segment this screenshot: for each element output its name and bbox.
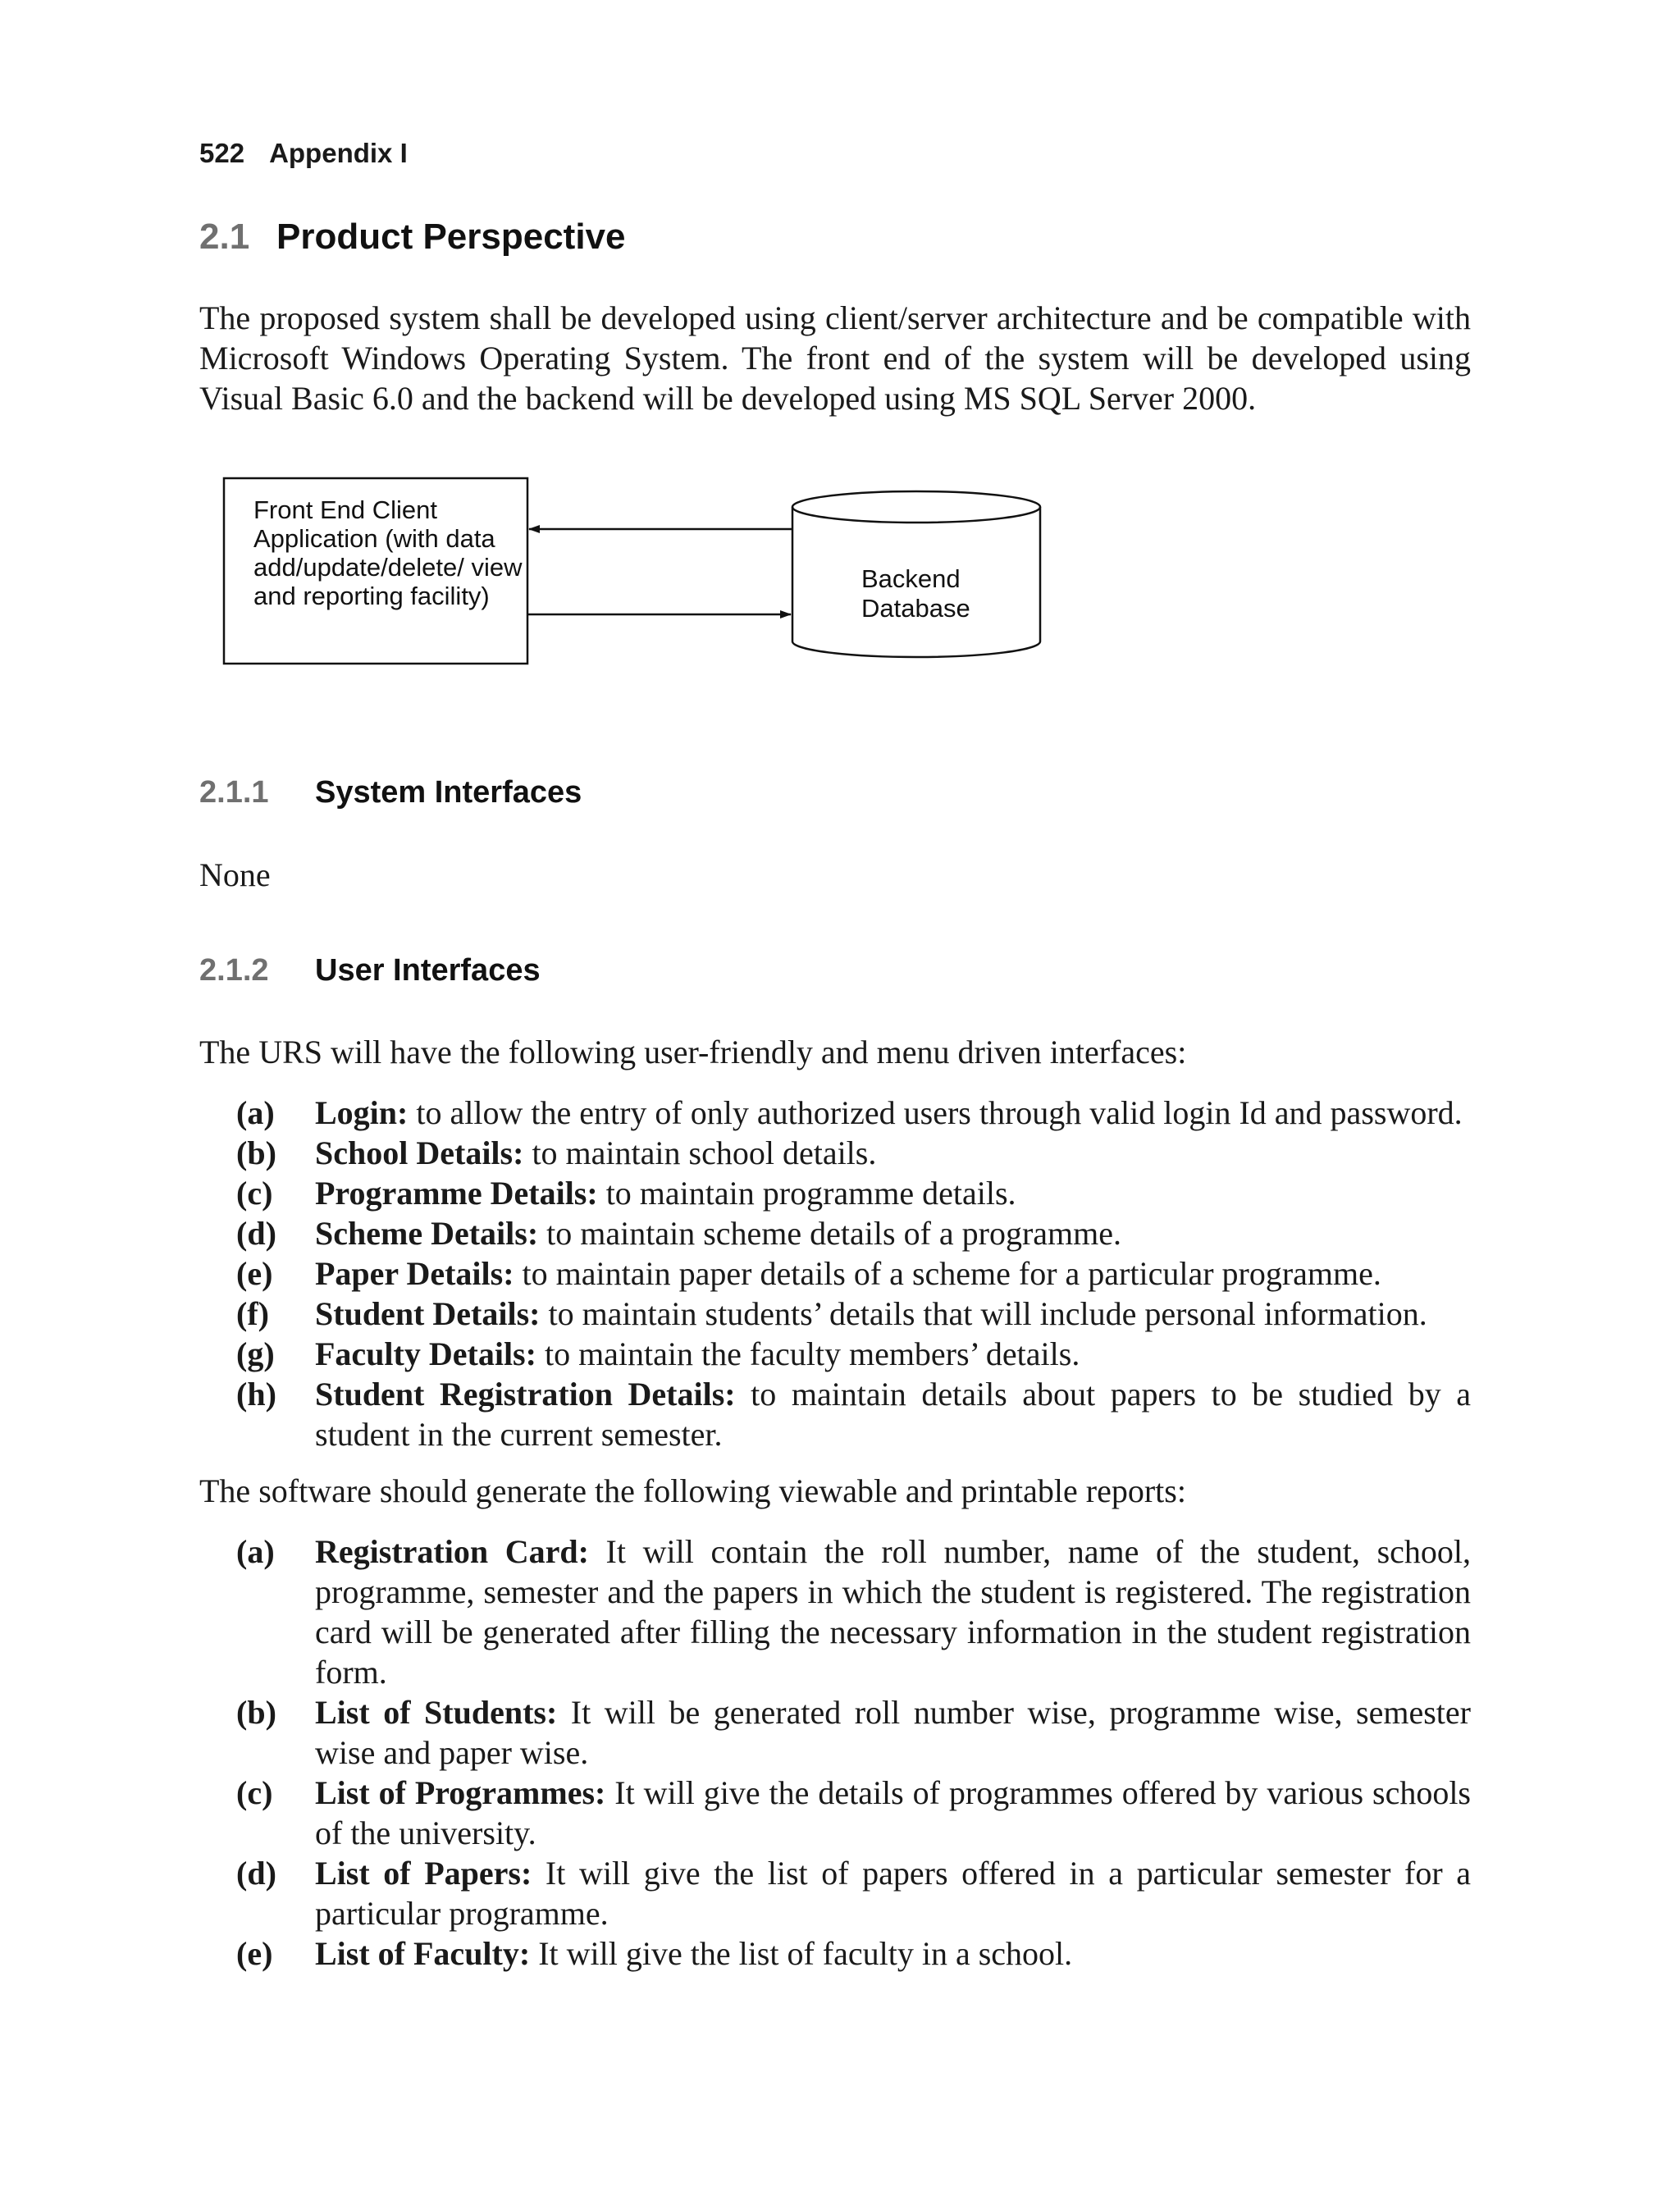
subsection-heading-user-interfaces — [199, 953, 541, 988]
list-item-text: It will give the list of faculty in a school. — [530, 1935, 1073, 1972]
user-interfaces-intro: The URS will have the following user-friendly and menu driven interfaces: — [199, 1034, 1187, 1070]
list-item — [199, 1531, 1471, 1692]
subsection-title: System Interfaces — [315, 775, 582, 810]
list-item — [199, 1294, 1471, 1334]
list-item-text: to maintain programme details. — [597, 1175, 1016, 1212]
list-item-term: List of Papers: — [315, 1855, 532, 1892]
section-number: 2.1 — [199, 217, 250, 257]
list-item-term: Faculty Details: — [315, 1335, 536, 1372]
list-item-marker: (b) — [236, 1694, 276, 1731]
list-item-term: Scheme Details: — [315, 1215, 539, 1252]
list-item-text: It will contain the roll number, name of the student, school, programme, semester and the papers in which the student is registered. The registration card will be generated after filling the necessary information in the student registration form. — [315, 1533, 1472, 1691]
list-item — [199, 1213, 1471, 1253]
list-item-term: List of Programmes: — [315, 1774, 606, 1811]
list-item — [199, 1933, 1471, 1974]
list-item-marker: (d) — [236, 1855, 276, 1892]
page-number: 522 — [199, 138, 245, 168]
list-item-text: It will be generated roll number wise, programme wise, semester wise and paper wise. — [315, 1694, 1471, 1771]
intro-paragraph: The proposed system shall be developed using client/server architecture and be compatible with Microsoft Windows Operating System. The front end of the system will be developed using Visual Basic 6.0 and the backend will be developed using MS SQL Server 2000. — [199, 299, 1471, 417]
subsection-heading-system-interfaces — [199, 775, 582, 810]
list-item-text: to maintain school details. — [523, 1134, 877, 1171]
list-item-text: It will give the details of programmes offered by various schools of the university. — [315, 1774, 1472, 1851]
list-item-marker: (e) — [236, 1255, 273, 1292]
reports-intro: The software should generate the following viewable and printable reports: — [199, 1472, 1186, 1509]
list-item-marker: (a) — [236, 1094, 275, 1131]
list-item-text: to maintain students’ details that will include personal information. — [540, 1295, 1427, 1332]
list-item-text: to maintain the faculty members’ details. — [536, 1335, 1080, 1372]
list-item-marker: (e) — [236, 1935, 273, 1972]
list-item-marker: (f) — [236, 1295, 269, 1332]
list-item-text: to allow the entry of only authorized users through valid login Id and password. — [408, 1094, 1463, 1131]
list-item — [199, 1853, 1471, 1933]
list-item — [199, 1173, 1471, 1213]
list-item-text: It will give the list of papers offered in a particular semester for a particular programme. — [315, 1855, 1471, 1932]
list-item — [199, 1374, 1471, 1454]
list-item — [199, 1133, 1471, 1173]
list-item-term: School Details: — [315, 1134, 524, 1171]
list-item-marker: (g) — [236, 1335, 275, 1372]
list-item — [199, 1093, 1471, 1133]
list-item-term: Registration Card: — [315, 1533, 589, 1570]
section-heading — [199, 217, 626, 258]
list-item-marker: (c) — [236, 1774, 273, 1811]
list-item-term: List of Students: — [315, 1694, 558, 1731]
running-head-title: Appendix I — [269, 138, 408, 168]
section-title: Product Perspective — [276, 217, 626, 257]
list-item-term: Programme Details: — [315, 1175, 598, 1212]
database-cylinder — [792, 491, 1040, 657]
running-head — [199, 138, 408, 169]
list-item-marker: (d) — [236, 1215, 276, 1252]
client-box — [224, 478, 527, 664]
list-item-text: to maintain paper details of a scheme for a particular programme. — [514, 1255, 1381, 1292]
list-item — [199, 1334, 1471, 1374]
list-item-term: Paper Details: — [315, 1255, 514, 1292]
list-item-marker: (h) — [236, 1376, 276, 1413]
list-item-text: to maintain scheme details of a programme. — [538, 1215, 1122, 1252]
client-box-label: Front End Client Application (with data add/update/delete/ view and reporting facility) — [253, 495, 523, 610]
list-item — [199, 1692, 1471, 1773]
interfaces-list — [199, 1093, 1471, 1454]
subsection-number: 2.1.2 — [199, 953, 269, 988]
reports-list — [199, 1531, 1471, 1974]
list-item-text: to maintain details about papers to be studied by a student in the current semester. — [315, 1376, 1471, 1453]
subsection-number: 2.1.1 — [199, 775, 269, 810]
list-item — [199, 1773, 1471, 1853]
list-item-term: Login: — [315, 1094, 409, 1131]
system-interfaces-body: None — [199, 856, 271, 893]
list-item-marker: (a) — [236, 1533, 275, 1570]
list-item — [199, 1253, 1471, 1294]
subsection-title: User Interfaces — [315, 953, 541, 988]
database-label: Backend Database — [861, 564, 970, 623]
list-item-marker: (b) — [236, 1134, 276, 1171]
list-item-term: List of Faculty: — [315, 1935, 531, 1972]
list-item-marker: (c) — [236, 1175, 273, 1212]
list-item-term: Student Details: — [315, 1295, 541, 1332]
list-item-term: Student Registration Details: — [315, 1376, 736, 1413]
